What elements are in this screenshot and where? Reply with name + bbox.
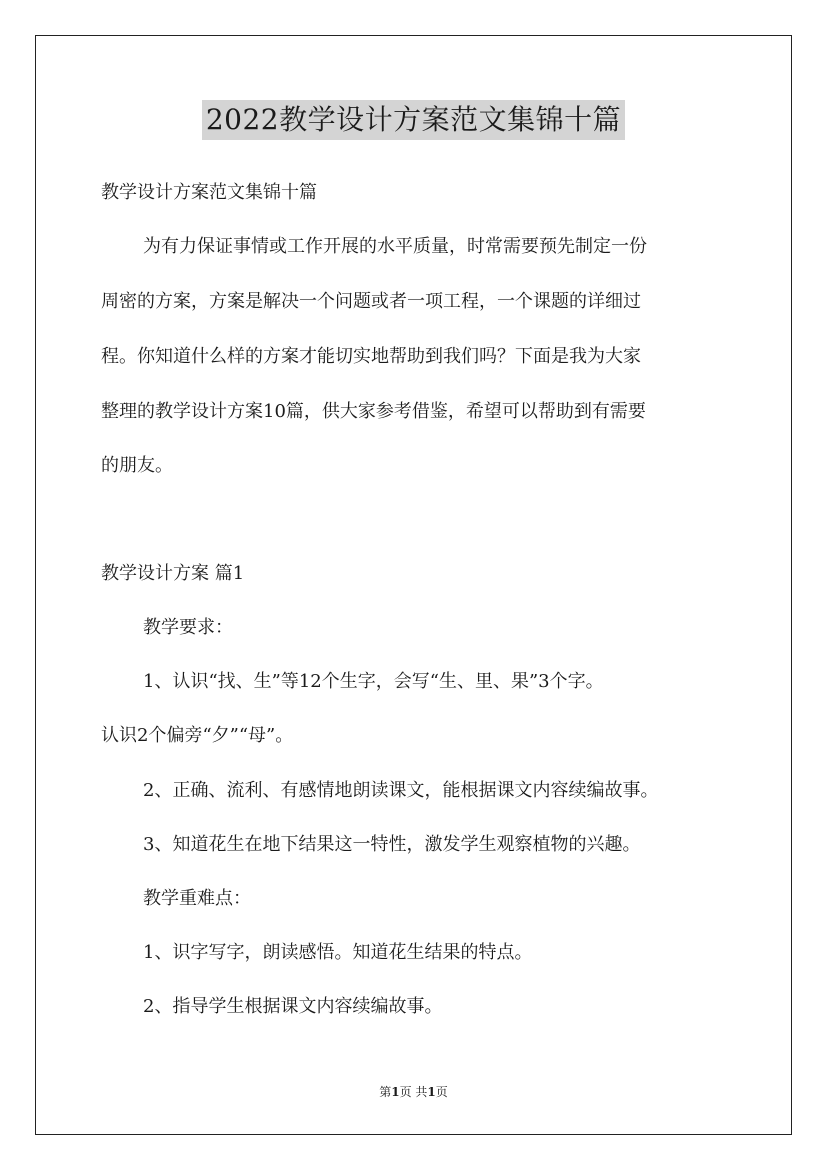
key-point-line-1: 1、识字写字，朗读感悟。知道花生结果的特点。	[143, 942, 533, 963]
footer-page-suffix: 页	[435, 1085, 448, 1099]
requirement-line-3: 2、正确、流利、有感情地朗读课文，能根据课文内容续编故事。	[143, 780, 659, 801]
requirement-line-1: 1、认识“找、生”等12个生字，会写“生、里、果”3个字。	[143, 671, 604, 692]
page-footer	[0, 1084, 827, 1100]
intro-line-4: 整理的教学设计方案10篇，供大家参考借鉴，希望可以帮助到有需要	[101, 401, 646, 422]
document-subtitle: 教学设计方案范文集锦十篇	[101, 182, 317, 203]
title-container	[0, 100, 827, 140]
section-heading: 教学设计方案 篇1	[101, 563, 245, 584]
intro-line-1: 为有力保证事情或工作开展的水平质量，时常需要预先制定一份	[143, 236, 647, 257]
intro-line-3: 程。你知道什么样的方案才能切实地帮助到我们吗？下面是我为大家	[101, 346, 641, 367]
footer-page-prefix: 第	[379, 1085, 392, 1099]
document-title: 2022教学设计方案范文集锦十篇	[202, 100, 625, 140]
footer-page-total: 1	[427, 1085, 436, 1099]
intro-line-2: 周密的方案，方案是解决一个问题或者一项工程，一个课题的详细过	[101, 291, 641, 312]
requirement-line-4: 3、知道花生在地下结果这一特性，激发学生观察植物的兴趣。	[143, 834, 641, 855]
requirement-line-2: 认识2个偏旁“夕”“母”。	[101, 725, 294, 746]
footer-page-current: 1	[391, 1085, 400, 1099]
footer-page-mid: 页 共	[399, 1085, 428, 1099]
intro-line-5: 的朋友。	[101, 455, 173, 476]
requirements-heading: 教学要求：	[143, 617, 233, 638]
key-points-heading: 教学重难点：	[143, 888, 251, 909]
key-point-line-2: 2、指导学生根据课文内容续编故事。	[143, 996, 443, 1017]
